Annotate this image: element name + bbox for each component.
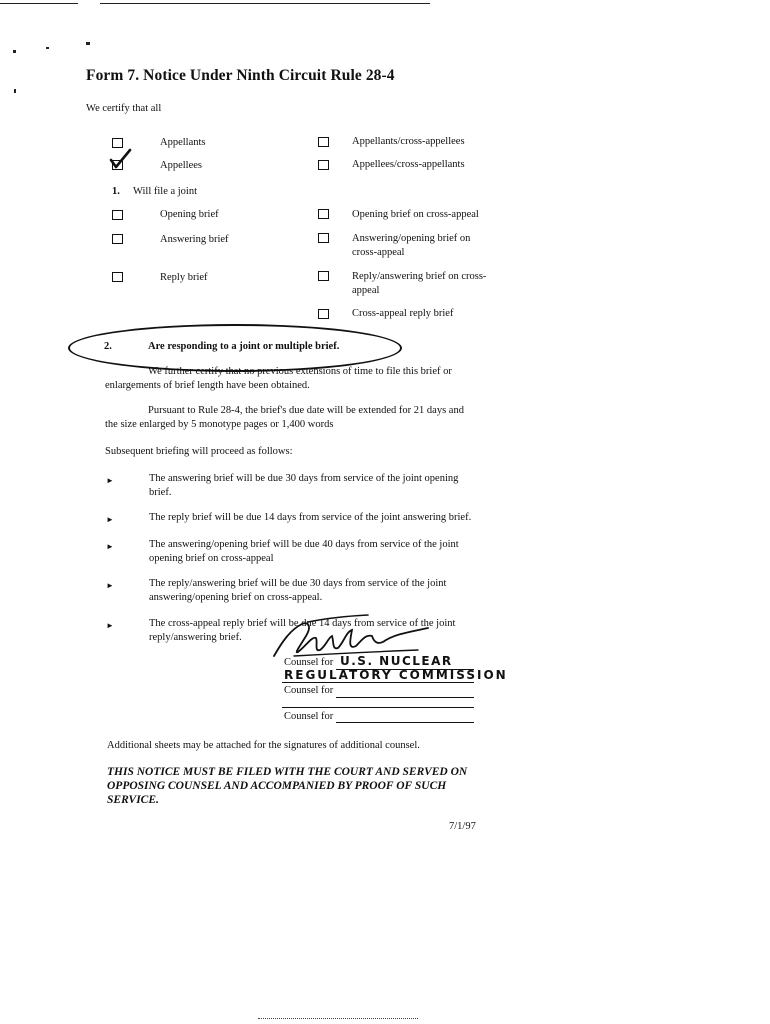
- label-appellants-cross: Appellants/cross-appellees: [352, 136, 465, 147]
- scan-speck: [13, 50, 16, 53]
- scan-speck: [46, 47, 49, 49]
- bullet-4-line-1: The reply/answering brief will be due 30 days from service of the joint: [149, 578, 447, 589]
- bullet-icon: ►: [106, 581, 114, 590]
- header-rule-right: [100, 3, 430, 4]
- notice-line-2: OPPOSING COUNSEL AND ACCOMPANIED BY PROOF OF SUCH: [107, 780, 447, 792]
- section2-text: Are responding to a joint or multiple brief.: [148, 341, 340, 352]
- notice-line-3: SERVICE.: [107, 794, 159, 806]
- bullet-4-line-2: answering/opening brief on cross-appeal.: [149, 592, 323, 603]
- checkbox-reply-brief[interactable]: [112, 272, 123, 282]
- label-answering-opening-cross-1: Answering/opening brief on: [352, 233, 471, 244]
- further-line-2: enlargements of brief length have been obtained.: [105, 380, 310, 391]
- signature-line-3: [336, 722, 474, 723]
- bullet-5-line-2: reply/answering brief.: [149, 632, 242, 643]
- form-date: 7/1/97: [449, 821, 476, 832]
- checkbox-appellants[interactable]: [112, 138, 123, 148]
- signature-line-2: [336, 697, 474, 698]
- certify-text: We certify that all: [86, 103, 162, 114]
- checkbox-appellees-cross[interactable]: [318, 160, 329, 170]
- checkbox-answering-opening-cross[interactable]: [318, 233, 329, 243]
- pursuant-line-1: Pursuant to Rule 28-4, the brief's due date will be extended for 21 days and: [148, 405, 464, 416]
- signature-line-2b: [282, 707, 474, 708]
- checkbox-answering-brief[interactable]: [112, 234, 123, 244]
- bullet-2-line-1: The reply brief will be due 14 days from service of the joint answering brief.: [149, 512, 472, 523]
- label-cross-reply: Cross-appeal reply brief: [352, 308, 454, 319]
- label-appellees: Appellees: [160, 160, 202, 171]
- bullet-3-line-2: opening brief on cross-appeal: [149, 553, 274, 564]
- label-reply-answering-cross-2: appeal: [352, 285, 380, 296]
- pursuant-line-2: the size enlarged by 5 monotype pages or 1,400 words: [105, 419, 334, 430]
- further-line-1: We further certify that no previous extensions of time to file this brief or: [148, 366, 452, 377]
- checkbox-opening-brief[interactable]: [112, 210, 123, 220]
- counsel-for-label-3: Counsel for: [284, 711, 334, 722]
- label-appellants: Appellants: [160, 137, 206, 148]
- additional-sheets-text: Additional sheets may be attached for the signatures of additional counsel.: [107, 740, 420, 751]
- scan-speck: [258, 1018, 418, 1020]
- bullet-1-line-2: brief.: [149, 487, 172, 498]
- checkbox-cross-reply[interactable]: [318, 309, 329, 319]
- bullet-icon: ►: [106, 515, 114, 524]
- signature-line-1b: [282, 682, 474, 683]
- bullet-1-line-1: The answering brief will be due 30 days from service of the joint opening: [149, 473, 459, 484]
- checkmark-icon: [108, 148, 134, 172]
- bullet-5-line-1: The cross-appeal reply brief will be due 14 days from service of the joint: [149, 618, 456, 629]
- label-reply-brief: Reply brief: [160, 272, 208, 283]
- label-answering-brief: Answering brief: [160, 234, 229, 245]
- label-appellees-cross: Appellees/cross-appellants: [352, 159, 465, 170]
- handwritten-counsel-1: U.S. NUCLEAR: [340, 654, 453, 668]
- bullet-3-line-1: The answering/opening brief will be due 40 days from service of the joint: [149, 539, 459, 550]
- checkbox-reply-answering-cross[interactable]: [318, 271, 329, 281]
- bullet-icon: ►: [106, 476, 114, 485]
- section1-number: 1.: [112, 186, 120, 197]
- counsel-for-label-1: Counsel for: [284, 657, 334, 668]
- scan-speck: [14, 89, 16, 93]
- section1-heading: Will file a joint: [133, 186, 198, 197]
- form-title: Form 7. Notice Under Ninth Circuit Rule 28-4: [86, 67, 395, 84]
- notice-line-1: THIS NOTICE MUST BE FILED WITH THE COURT AND SERVED ON: [107, 766, 468, 778]
- checkbox-appellants-cross[interactable]: [318, 137, 329, 147]
- label-answering-opening-cross-2: cross-appeal: [352, 247, 405, 258]
- bullet-icon: ►: [106, 621, 114, 630]
- bullet-icon: ►: [106, 542, 114, 551]
- scan-speck: [86, 42, 90, 45]
- subsequent-text: Subsequent briefing will proceed as follows:: [105, 446, 293, 457]
- label-reply-answering-cross-1: Reply/answering brief on cross-: [352, 271, 487, 282]
- section2-number: 2.: [104, 341, 112, 352]
- label-opening-cross: Opening brief on cross-appeal: [352, 209, 479, 220]
- handwritten-counsel-2: REGULATORY COMMISSION: [284, 668, 508, 682]
- label-opening-brief: Opening brief: [160, 209, 219, 220]
- checkbox-opening-cross[interactable]: [318, 209, 329, 219]
- header-rule-left: [0, 3, 78, 4]
- counsel-for-label-2: Counsel for: [284, 685, 334, 696]
